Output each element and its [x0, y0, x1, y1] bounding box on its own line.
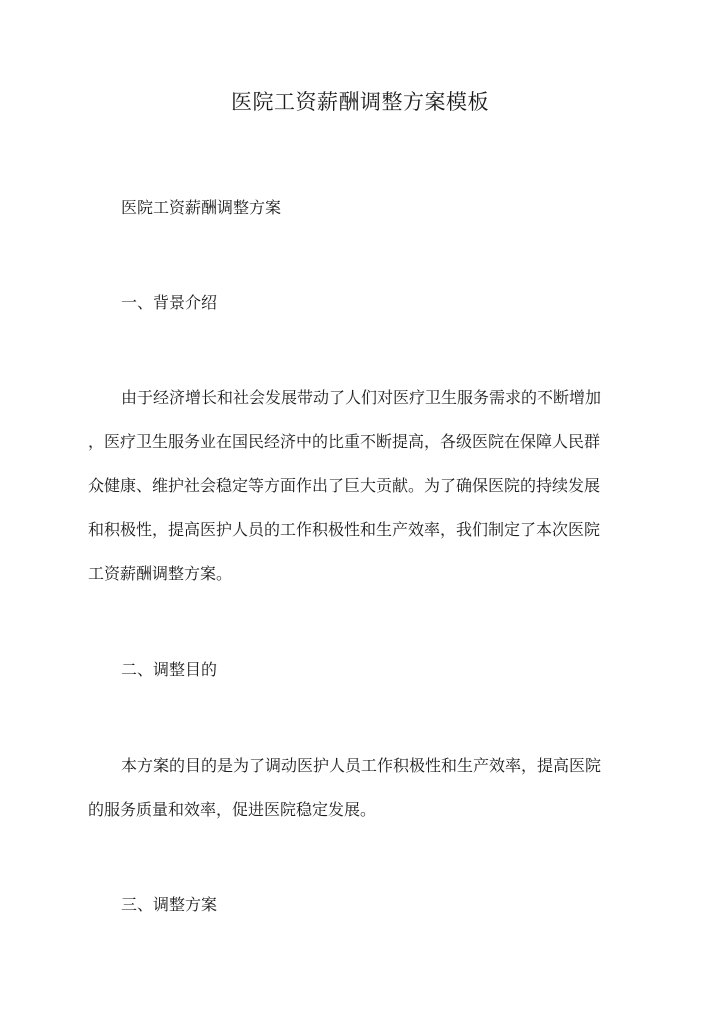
document-subtitle: 医院工资薪酬调整方案 — [121, 198, 282, 217]
section-heading-plan: 三、调整方案 — [121, 895, 218, 914]
paragraph-line: 本方案的目的是为了调动医护人员工作积极性和生产效率，提高医院 — [121, 756, 602, 775]
paragraph-line: 的服务质量和效率，促进医院稳定发展。 — [88, 800, 377, 819]
section-heading-background: 一、背景介绍 — [121, 293, 218, 312]
paragraph-line: 由于经济增长和社会发展带动了人们对医疗卫生服务需求的不断增加 — [121, 388, 602, 407]
paragraph-line: 众健康、维护社会稳定等方面作出了巨大贡献。为了确保医院的持续发展 — [88, 476, 601, 495]
paragraph-line: 工资薪酬调整方案。 — [88, 564, 233, 583]
paragraph-line: 和积极性，提高医护人员的工作积极性和生产效率，我们制定了本次医院 — [88, 520, 601, 539]
document-title: 医院工资薪酬调整方案模板 — [231, 90, 489, 114]
paragraph-line: ，医疗卫生服务业在国民经济中的比重不断提高，各级医院在保障人民群 — [88, 432, 601, 451]
section-heading-purpose: 二、调整目的 — [121, 660, 218, 679]
